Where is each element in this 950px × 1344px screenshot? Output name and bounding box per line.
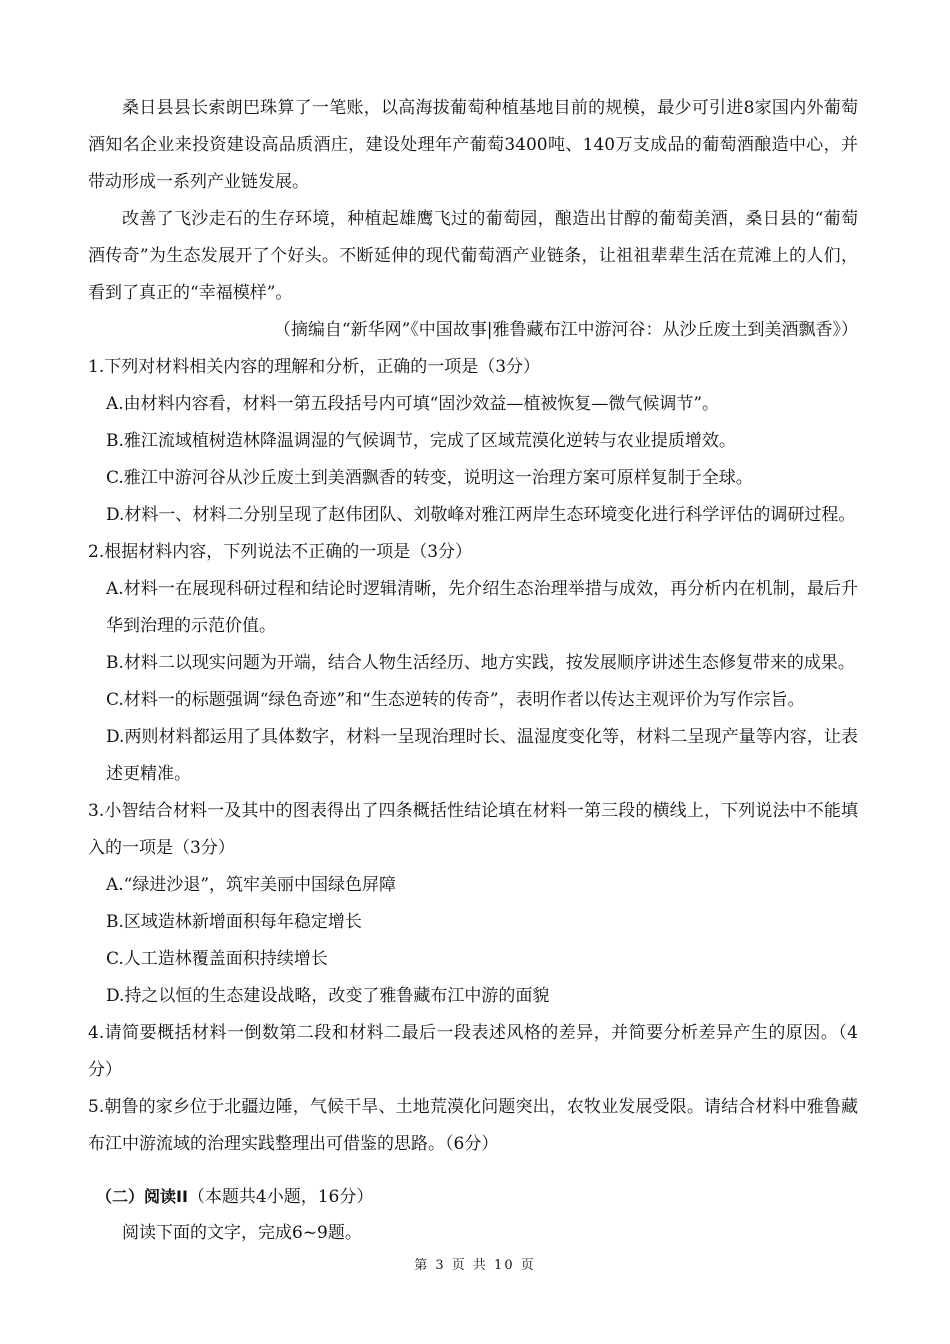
paragraph-happiness: 改善了飞沙走石的生存环境，种植起雄鹰飞过的葡萄园，酿造出甘醇的葡萄美酒，桑日县的“葡萄酒传奇”为生态发展开了个好头。不断延伸的现代葡萄酒产业链条，让祖祖辈辈生活在荒滩上的人们，看到了真正的“幸福模样”。 xyxy=(88,209,858,303)
question-2-option-c: C.材料一的标题强调“绿色奇迹”和“生态逆转的传奇”，表明作者以传达主观评价为写作宗旨。 xyxy=(106,690,805,710)
question-3-option-d: D.持之以恒的生态建设战略，改变了雅鲁藏布江中游的面貌 xyxy=(106,986,550,1006)
question-1-option-c: C.雅江中游河谷从沙丘废土到美酒飘香的转变，说明这一治理方案可原样复制于全球。 xyxy=(106,468,753,488)
section-heading xyxy=(96,1178,856,1216)
question-1-option-a: A.由材料内容看，材料一第五段括号内可填“固沙效益—植被恢复—微气候调节”。 xyxy=(106,394,720,414)
source-citation: （摘编自“新华网”《中国故事|雅鲁藏布江中游河谷：从沙丘废土到美酒飘香》） xyxy=(273,320,858,340)
page-footer: 第 3 页 共 10 页 xyxy=(414,1258,536,1273)
question-2-option-a: A.材料一在展现科研过程和结论时逻辑清晰，先介绍生态治理举措与成效，再分析内在机制，最后升华到治理的示范价值。 xyxy=(106,579,858,636)
question-1-stem: 1.下列对材料相关内容的理解和分析，正确的一项是（3分） xyxy=(88,357,541,377)
reading-instruction: 阅读下面的文字，完成6~9题。 xyxy=(122,1223,362,1243)
question-1-option-d: D.材料一、材料二分别呈现了赵伟团队、刘敬峰对雅江两岸生态环境变化进行科学评估的调研过程。 xyxy=(106,505,856,525)
question-2-option-d: D.两则材料都运用了具体数字，材料一呈现治理时长、温湿度变化等，材料二呈现产量等内容，让表述更精准。 xyxy=(106,727,858,784)
question-2-stem: 2.根据材料内容，下列说法不正确的一项是（3分） xyxy=(88,542,473,562)
section-note: （本题共4小题，16分） xyxy=(187,1187,374,1207)
question-3-option-b: B.区域造林新增面积每年稳定增长 xyxy=(106,912,362,932)
section-title: （二）阅读II xyxy=(96,1187,188,1206)
question-3-option-c: C.人工造林覆盖面积持续增长 xyxy=(106,949,328,969)
question-4-stem: 4.请简要概括材料一倒数第二段和材料二最后一段表述风格的差异，并简要分析差异产生的原因。（4分） xyxy=(88,1023,858,1080)
question-3-option-a: A.“绿进沙退”，筑牢美丽中国绿色屏障 xyxy=(106,875,397,895)
question-5-stem: 5.朝鲁的家乡位于北疆边陲，气候干旱、土地荒漠化问题突出，农牧业发展受限。请结合材料中雅鲁藏布江中游流域的治理实践整理出可借鉴的思路。（6分） xyxy=(88,1097,858,1154)
question-2-option-b: B.材料二以现实问题为开端，结合人物生活经历、地方实践，按发展顺序讲述生态修复带来的成果。 xyxy=(106,653,855,673)
paragraph-grape-investment: 桑日县县长索朗巴珠算了一笔账，以高海拔葡萄种植基地目前的规模，最少可引进8家国内外葡萄酒知名企业来投资建设高品质酒庄，建设处理年产葡萄3400吨、140万支成品的葡萄酒酿造中心，并带动形成一系列产业链发展。 xyxy=(88,98,858,192)
question-3-stem: 3.小智结合材料一及其中的图表得出了四条概括性结论填在材料一第三段的横线上，下列说法中不能填入的一项是（3分） xyxy=(88,801,858,858)
question-1-option-b: B.雅江流域植树造林降温调湿的气候调节，完成了区域荒漠化逆转与农业提质增效。 xyxy=(106,431,736,451)
